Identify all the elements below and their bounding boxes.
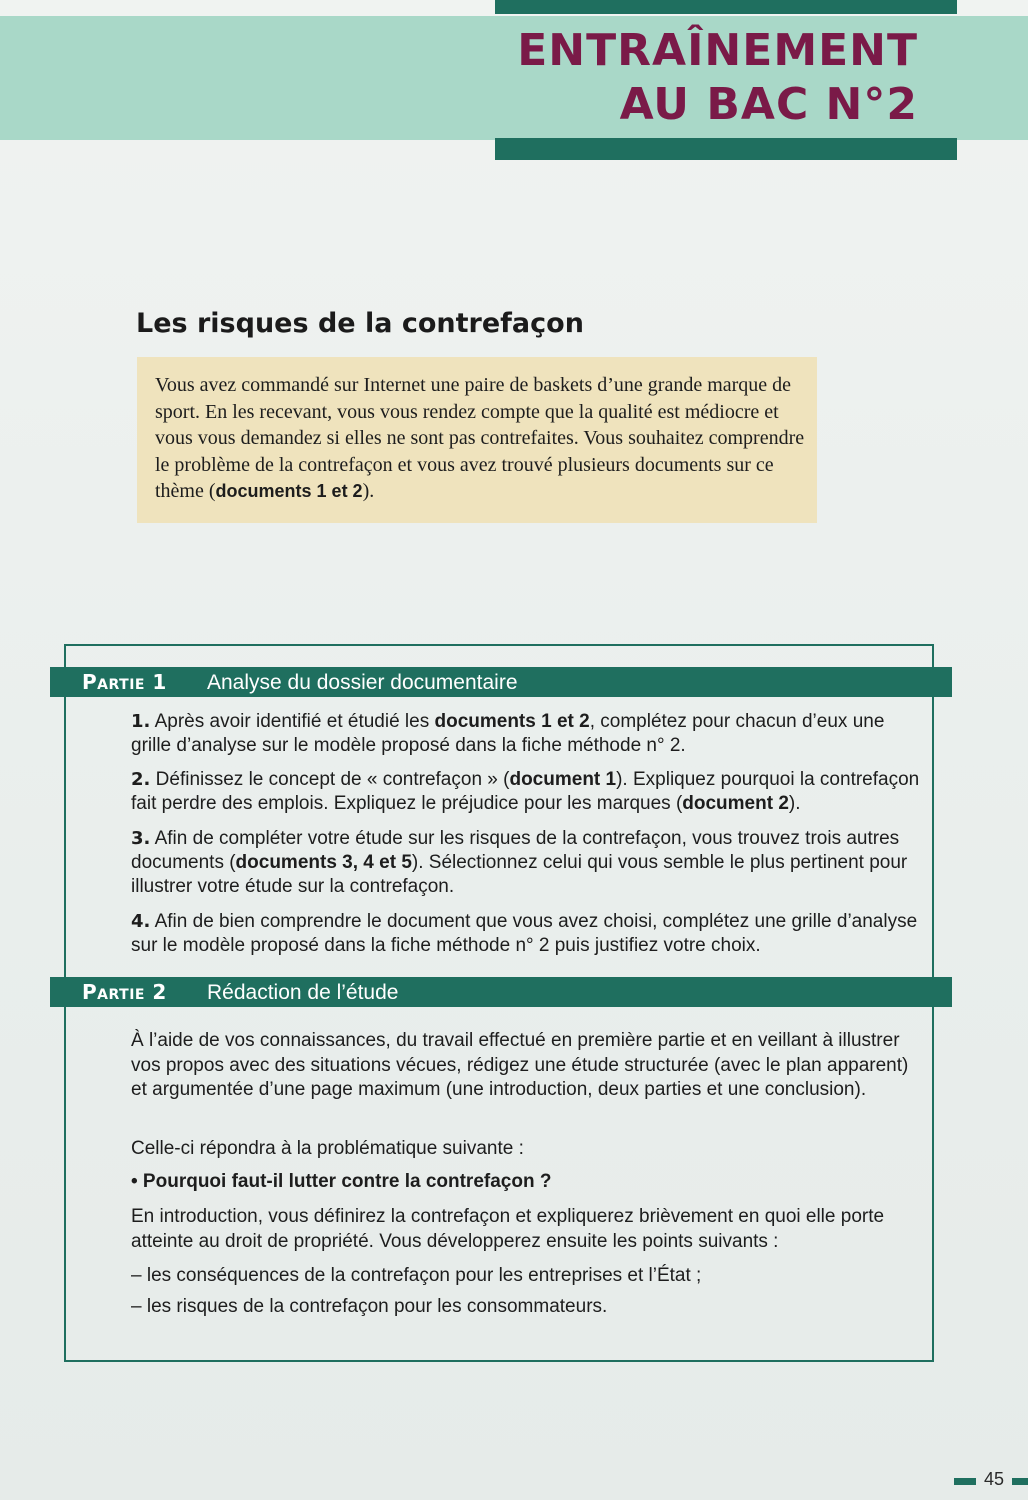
section-title [478,24,918,132]
question-4-text: Afin de bien comprendre le document que vous avez choisi, complétez une grille d’analyse sur le modèle proposé dans la fiche méthode n° 2 puis justifiez votre choix. [131,911,918,956]
question-1 [131,710,921,758]
question-2-text-mid: ). Expliquez pourquoi la contrefaçon fait perdre des emplois. Expliquez le préjudice pour les marques ( [131,769,920,814]
question-2 [131,768,921,816]
question-2-text: Définissez le concept de « contrefaçon » ( [150,769,510,790]
partie2-point-1: – les conséquences de la contrefaçon pour les entreprises et l’État ; [131,1265,702,1286]
question-3-num: 3. [131,828,151,849]
question-1-text: Après avoir identifié et étudié les [150,711,435,732]
intro-text-part: Vous avez commandé sur Internet une paire de baskets d’une grande marque de sport. En les recevant, vous vous rendez compte que la qualité est médiocre et vous vous demandez si elles ne sont pas contrefaites. Vous souhaitez comprendre le problème de la contrefaçon et vous avez trouvé plusieurs documents sur ce thème ( [155,374,805,502]
question-1-text-end: , complétez pour chacun d’eux une grille d’analyse sur le modèle proposé dans la fiche méthode n° 2. [131,711,885,756]
question-2-bold-2: document 2 [682,793,789,814]
question-3-text: Afin de compléter votre étude sur les risques de la contrefaçon, vous trouvez trois autres documents ( [131,828,900,873]
partie2-problematique-intro: Celle-ci répondra à la problématique suivante : [131,1138,524,1159]
question-1-bold: documents 1 et 2 [434,711,590,732]
section-title-line2: AU BAC N°2 [619,79,918,130]
partie2-label: Partie 2 [82,980,167,1004]
intro-text [155,372,805,505]
intro-bold-ref: documents 1 et 2 [215,481,363,501]
page-title: Les risques de la contrefaçon [136,308,584,339]
question-2-bold: document 1 [509,769,617,790]
question-4 [131,910,921,958]
page-number: 45 [984,1469,1005,1489]
question-3-text-end: ). Sélectionnez celui qui vous semble le plus pertinent pour illustrer votre étude sur la contrefaçon. [131,852,908,897]
header-accent-bottom [495,138,957,160]
partie2-title: Rédaction de l’étude [207,981,399,1004]
question-3 [131,827,921,899]
partie2-point-2: – les risques de la contrefaçon pour les consommateurs. [131,1296,608,1317]
section-title-line1: ENTRAÎNEMENT [517,25,918,76]
partie2-instructions: À l’aide de vos connaissances, du travail effectué en première partie et en veillant à illustrer vos propos avec des situations vécues, rédigez une étude structurée (avec le plan apparent) et argumentée d’une page maximum (une introduction, deux parties et une conclusion). [131,1030,909,1100]
partie1-header [50,667,952,697]
question-1-num: 1. [131,711,151,732]
partie1-label: Partie 1 [82,670,167,694]
page-number-accent-left [954,1478,976,1485]
header-accent-top [495,0,957,14]
question-4-num: 4. [131,911,151,932]
question-2-text-end: ). [788,793,801,814]
partie2-introduction-guidance: En introduction, vous définirez la contrefaçon et expliquerez brièvement en quoi elle porte atteinte au droit de propriété. Vous développerez ensuite les points suivants : [131,1206,885,1252]
partie1-title: Analyse du dossier documentaire [207,671,518,694]
partie2-problematique: • Pourquoi faut-il lutter contre la contrefaçon ? [131,1171,552,1192]
intro-text-end: ). [362,480,375,502]
page-number-accent-right [1012,1478,1028,1485]
question-2-num: 2. [131,769,151,790]
question-3-bold: documents 3, 4 et 5 [235,852,412,873]
partie2-header [50,977,952,1007]
